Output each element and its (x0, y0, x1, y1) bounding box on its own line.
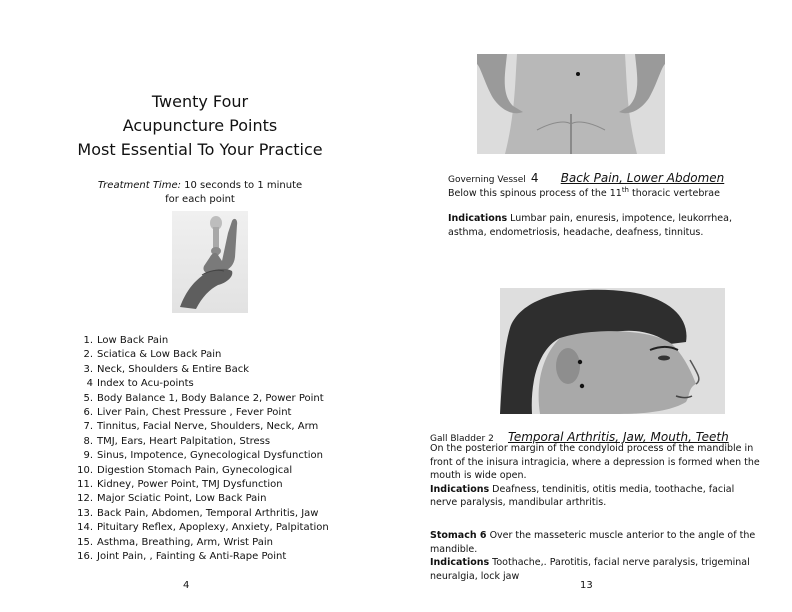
item-text: Liver Pain, Chest Pressure , Fever Point (97, 407, 292, 419)
gb-label: Gall Bladder 2 (430, 434, 494, 444)
treatment-label: Treatment Time: (97, 180, 181, 191)
gv-location (448, 184, 748, 201)
st-body (430, 529, 760, 583)
item-text: Body Balance 1, Body Balance 2, Power Point (97, 392, 324, 404)
list-item (60, 406, 350, 420)
treatment-value: 10 seconds to 1 minute (184, 180, 303, 191)
item-text: TMJ, Ears, Heart Palpitation, Stress (97, 435, 271, 447)
treatment-time (60, 179, 340, 207)
points-list (60, 334, 350, 565)
lower-back-photo (477, 54, 665, 154)
item-number: 4 (86, 378, 93, 390)
item-text: Low Back Pain (97, 335, 169, 346)
item-text: Major Sciatic Point, Low Back Pain (97, 493, 267, 505)
st-label: Stomach 6 (430, 530, 487, 541)
page-title (40, 90, 360, 162)
item-number: 5. (83, 392, 93, 404)
item-text: Tinnitus, Facial Nerve, Shoulders, Neck, Arm (97, 421, 319, 433)
item-text: Digestion Stomach Pain, Gynecological (97, 464, 293, 476)
gv-title: Back Pain, Lower Abdomen (560, 171, 725, 185)
item-text: Neck, Shoulders & Entire Back (97, 363, 250, 375)
title-line-2: Acupuncture Points (122, 116, 278, 135)
item-text: Joint Pain, , Fainting & Anti-Rape Point (97, 551, 287, 563)
gv-label: Governing Vessel (448, 175, 526, 185)
item-text: Index to Acu-points (97, 378, 194, 390)
list-item (60, 420, 350, 434)
list-item (60, 363, 350, 377)
treatment-value-line2: for each point (165, 194, 235, 205)
item-text: Asthma, Breathing, Arm, Wrist Pain (97, 536, 273, 548)
st-location-line (430, 529, 760, 556)
item-number: 13. (77, 507, 93, 519)
head-profile-photo (500, 288, 725, 414)
item-number: 7. (83, 421, 93, 433)
title-line-3: Most Essential To Your Practice (77, 140, 323, 159)
page-number-right: 13 (580, 580, 593, 591)
item-text: Pituitary Reflex, Apoplexy, Anxiety, Palpitation (97, 522, 329, 534)
gb-location: On the posterior margin of the condyloid process of the mandible in front of the inisura intragicia, where a depression is formed when the mouth is wide open. (430, 443, 760, 481)
item-number: 9. (83, 450, 93, 462)
item-number: 11. (77, 479, 93, 491)
head-profile-illustration (500, 288, 725, 414)
list-item (60, 492, 350, 506)
gv-location-text: Below this spinous process of the 11 (448, 188, 622, 200)
list-item (60, 435, 350, 449)
lower-back-illustration (477, 54, 665, 154)
gb-indications-label: Indications (430, 483, 490, 495)
item-number: 6. (83, 407, 93, 419)
gb-indications (430, 483, 760, 510)
item-number: 1. (83, 335, 93, 346)
list-item (60, 550, 350, 564)
page-number-left: 4 (183, 580, 190, 591)
st-indications (430, 556, 760, 583)
item-number: 14. (77, 522, 93, 534)
item-text: Sciatica & Low Back Pain (97, 349, 222, 361)
list-item (60, 521, 350, 535)
list-item (60, 464, 350, 478)
st-location: Over the masseteric muscle anterior to the angle of the mandible. (430, 530, 756, 555)
list-item (60, 334, 350, 348)
gv-number: 4 (530, 171, 539, 185)
gb-body (430, 442, 760, 510)
gv-location-sup: th (621, 186, 629, 194)
list-item (60, 377, 350, 391)
list-item (60, 348, 350, 362)
list-item (60, 449, 350, 463)
st-indications-text: Toothache,. Parotitis, facial nerve paralysis, trigeminal neuralgia, lock jaw (430, 557, 750, 582)
item-text: Kidney, Power Point, TMJ Dysfunction (97, 479, 283, 491)
gb-title: Temporal Arthritis, Jaw, Mouth, Teeth (507, 430, 729, 444)
list-item (60, 392, 350, 406)
item-number: 15. (77, 536, 93, 548)
hand-with-probe-illustration (172, 211, 248, 313)
item-number: 8. (83, 435, 93, 447)
item-number: 10. (77, 464, 93, 476)
item-number: 16. (77, 551, 93, 563)
item-text: Sinus, Impotence, Gynecological Dysfunction (97, 450, 324, 462)
gv-indications-text: Lumbar pain, enuresis, impotence, leukorrhea, asthma, endometriosis, headache, deafness, tinnitus. (448, 213, 732, 238)
item-text: Back Pain, Abdomen, Temporal Arthritis, Jaw (97, 507, 319, 519)
item-number: 12. (77, 493, 93, 505)
gv-indications (448, 212, 748, 239)
hand-photo (172, 211, 248, 313)
list-item (60, 478, 350, 492)
item-number: 2. (83, 349, 93, 361)
list-item (60, 507, 350, 521)
gv-location-post: thoracic vertebrae (629, 188, 720, 200)
st-indications-label: Indications (430, 557, 490, 568)
list-item (60, 536, 350, 550)
gv-indications-label: Indications (448, 213, 508, 224)
item-number: 3. (83, 363, 93, 375)
title-line-1: Twenty Four (151, 92, 249, 111)
gb-indications-text: Deafness, tendinitis, otitis media, toothache, facial nerve paralysis, mandibular arthritis. (430, 483, 735, 508)
